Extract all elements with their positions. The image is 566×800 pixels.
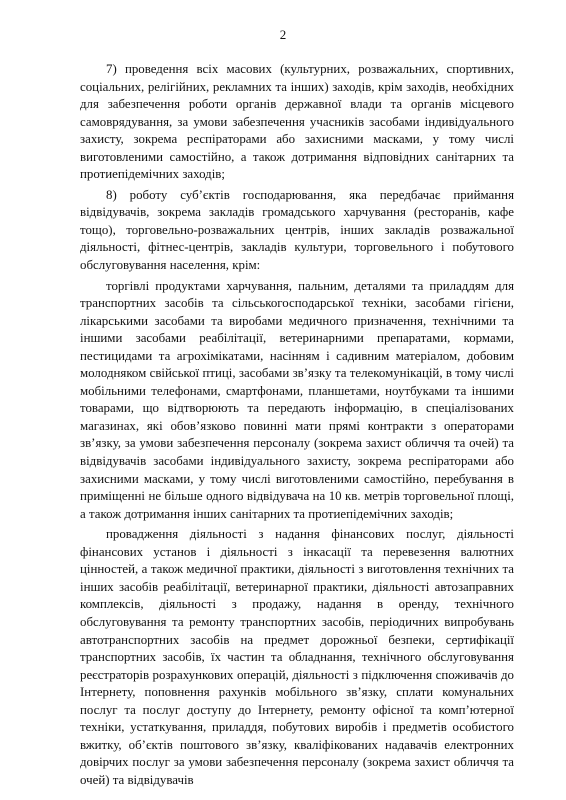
paragraph-services-exception: провадження діяльності з надання фінансових послуг, діяльності фінансових установ і діяльності з інкасації та перевезення валютних цінностей, а також медичної практики, діяльності з виготовлення технічних та інших засобів реабілітації, ветеринарної практики, діяльності автозаправних комплексів, діяльності з продажу, надання в оренду, технічного обслуговування та ремонту транспортних засобів, періодичних випробувань автотранспортних засобів на предмет дорожньої безпеки, сертифікації транспортних засобів, їх частин та обладнання, технічного обслуговування реєстраторів розрахункових операцій, діяльності з підключення споживачів до Інтернету, поповнення рахунків мобільного зв’язку, сплати комунальних послуг та послуг доступу до Інтернету, ремонту офісної та комп’ютерної техніки, устаткування, приладдя, побутових виробів і предметів особистого вжитку, об’єктів поштового зв’язку, кваліфікованих надавачів електронних довірчих послуг за умови забезпечення персоналу (зокрема захист обличчя та очей) та відвідувачів: [80, 527, 514, 787]
paragraph-trade-exception: торгівлі продуктами харчування, пальним, деталями та приладдям для транспортних засобів та сільськогосподарської техніки, засобами гігієни, лікарськими засобами та виробами медичного призначення, технічними та іншими засобами реабілітації, ветеринарними препаратами, кормами, пестицидами та агрохімікатами, насінням і садивним матеріалом, добовим молодняком свійської птиці, засобами зв’язку та телекомунікацій, в тому числі мобільними телефонами, смартфонами, планшетами, ноутбуками та іншими товарами, що відтворюють та передають інформацію, в спеціалізованих магазинах, які обов’язково повинні мати прямі контракти з операторами зв’язку, за умови забезпечення персоналу (зокрема захист обличчя та очей) та відвідувачів засобами індивідуального захисту, зокрема респіраторами або захисними масками, у тому числі виготовленими самостійно, перебування в приміщенні не більше одного відвідувача на 10 кв. метрів торговельної площі, а також дотримання інших санітарних та протиепідемічних заходів;: [80, 278, 514, 521]
page-number: 2: [279, 27, 287, 42]
paragraph-item-7: 7) проведення всіх масових (культурних, розважальних, спортивних, соціальних, релігійних, рекламних та інших) заходів, крім заходів, необхідних для забезпечення роботи органів державної влади та органів місцевого самоврядування, за умови забезпечення учасників засобами індивідуального захисту, зокрема респіраторами або захисними масками, у тому числі виготовленими самостійно, а також дотримання відповідних санітарних та протиепідемічних заходів;: [80, 62, 514, 182]
document-body: [80, 61, 514, 792]
paragraph-item-8: 8) роботу суб’єктів господарювання, яка передбачає приймання відвідувачів, зокрема закладів громадського харчування (ресторанів, кафе тощо), торговельно-розважальних центрів, інших закладів розважальної діяльності, фітнес-центрів, закладів культури, торговельного і побутового обслуговування населення, крім:: [80, 187, 514, 273]
